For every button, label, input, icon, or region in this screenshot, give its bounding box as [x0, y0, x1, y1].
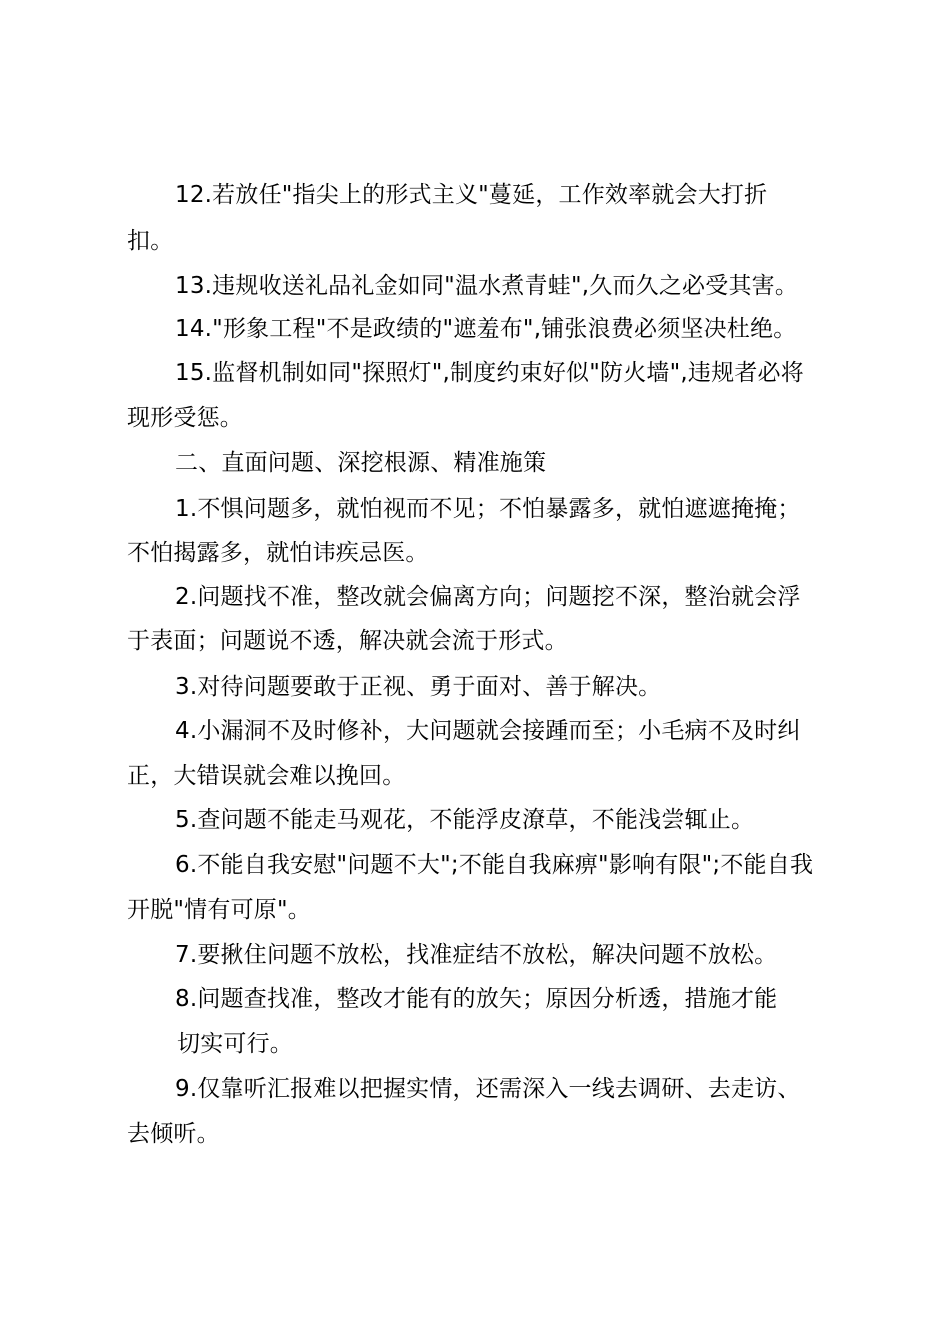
paragraph-12-line-1: 12.若放任"指尖上的形式主义"蔓延，工作效率就会大打折	[175, 182, 768, 208]
item-9-line-2: 去倾听。	[127, 1121, 220, 1147]
item-8-line-1: 8.问题查找准，整改才能有的放矢；原因分析透，措施才能	[175, 986, 778, 1012]
item-9-line-1: 9.仅靠听汇报难以把握实情，还需深入一线去调研、去走访、	[175, 1076, 801, 1102]
item-7: 7.要揪住问题不放松，找准症结不放松，解决问题不放松。	[175, 942, 778, 968]
item-4-line-2: 正，大错误就会难以挽回。	[127, 763, 406, 789]
item-3: 3.对待问题要敢于正视、勇于面对、善于解决。	[175, 674, 662, 700]
paragraph-12-line-2: 扣。	[127, 228, 174, 254]
item-5: 5.查问题不能走马观花，不能浮皮潦草，不能浅尝辄止。	[175, 807, 755, 833]
item-2-line-2: 于表面；问题说不透，解决就会流于形式。	[127, 628, 568, 654]
paragraph-13: 13.违规收送礼品礼金如同"温水煮青蛙",久而久之必受其害。	[175, 273, 799, 299]
item-1-line-2: 不怕揭露多，就怕讳疾忌医。	[127, 540, 429, 566]
item-1-line-1: 1.不惧问题多，就怕视而不见；不怕暴露多，就怕遮遮掩掩；	[175, 496, 801, 522]
item-2-line-1: 2.问题找不准，整改就会偏离方向；问题挖不深，整治就会浮	[175, 584, 801, 610]
item-6-line-1: 6.不能自我安慰"问题不大";不能自我麻痹"影响有限";不能自我	[175, 852, 814, 878]
item-6-line-2: 开脱"情有可原"。	[127, 897, 311, 923]
section-heading: 二、直面问题、深挖根源、精准施策	[175, 450, 547, 476]
paragraph-15-line-1: 15.监督机制如同"探照灯",制度约束好似"防火墙",违规者必将	[175, 360, 804, 386]
item-4-line-1: 4.小漏洞不及时修补，大问题就会接踵而至；小毛病不及时纠	[175, 718, 801, 744]
paragraph-15-line-2: 现形受惩。	[127, 405, 243, 431]
item-8-line-2: 切实可行。	[177, 1031, 293, 1057]
paragraph-14: 14."形象工程"不是政绩的"遮羞布",铺张浪费必须坚决杜绝。	[175, 316, 797, 342]
